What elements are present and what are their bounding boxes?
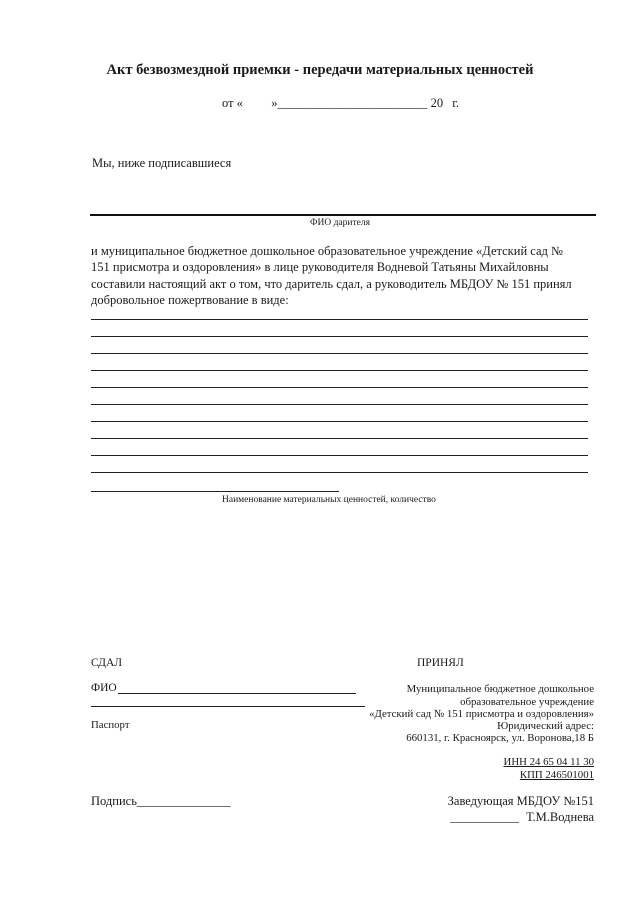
items-line (91, 336, 588, 337)
signatories-intro: Мы, ниже подписавшиеся (92, 156, 232, 170)
document-title: Акт безвозмездной приемки - передачи материальных ценностей (106, 62, 534, 78)
body-paragraph (91, 243, 597, 308)
items-caption: Наименование материальных ценностей, количество (222, 495, 436, 505)
date-month-blank: ________________________ (277, 96, 428, 110)
items-line (91, 472, 588, 473)
head-title: Заведующая МБДОУ №151 (447, 794, 594, 808)
donor-name-line (90, 214, 596, 216)
org-line: «Детский сад № 151 присмотра и оздоровления» (369, 708, 594, 720)
handed-label: СДАЛ (91, 657, 123, 669)
signature-blank: _______________ (136, 794, 231, 808)
body-line: 151 присмотра и оздоровления» в лице руководителя Водневой Татьяны Михайловны (91, 260, 549, 275)
donor-caption: ФИО дарителя (310, 218, 370, 228)
org-line: Муниципальное бюджетное дошкольное (406, 683, 594, 695)
head-blank: ___________ (450, 810, 520, 824)
date-close-quote: » (271, 96, 278, 110)
items-line (91, 353, 588, 354)
body-line: и муниципальное бюджетное дошкольное образовательное учреждение «Детский сад № (91, 244, 563, 258)
kpp: КПП 246501001 (519, 769, 594, 781)
fio-line-2 (91, 706, 365, 707)
signature-line (91, 794, 231, 809)
date-prefix: от « (222, 96, 243, 110)
accepted-label: ПРИНЯЛ (417, 657, 464, 669)
items-line (91, 387, 588, 388)
items-line (91, 421, 588, 422)
org-line: образовательное учреждение (460, 696, 594, 708)
fio-line (118, 693, 356, 694)
inn: ИНН 24 65 04 11 30 (503, 756, 594, 768)
fio-label: ФИО (91, 682, 117, 694)
head-name: Т.М.Воднева (526, 810, 594, 824)
passport-label: Паспорт (91, 719, 130, 731)
head-signature (450, 810, 594, 825)
date-year: 20 (430, 96, 444, 110)
org-line: Юридический адрес: (497, 720, 594, 732)
body-line: составили настоящий акт о том, что даритель сдал, а руководитель МБДОУ № 151 принял (91, 276, 572, 291)
signature-label: Подпись (91, 794, 137, 808)
items-line (91, 438, 588, 439)
items-line (91, 491, 339, 492)
items-line (91, 319, 588, 320)
items-line (91, 455, 588, 456)
body-line: добровольное пожертвование в виде: (91, 292, 289, 307)
items-line (91, 404, 588, 405)
items-line (91, 370, 588, 371)
date-line (222, 96, 459, 111)
date-suffix: г. (452, 96, 460, 110)
org-line: 660131, г. Красноярск, ул. Воронова,18 Б (406, 732, 594, 744)
